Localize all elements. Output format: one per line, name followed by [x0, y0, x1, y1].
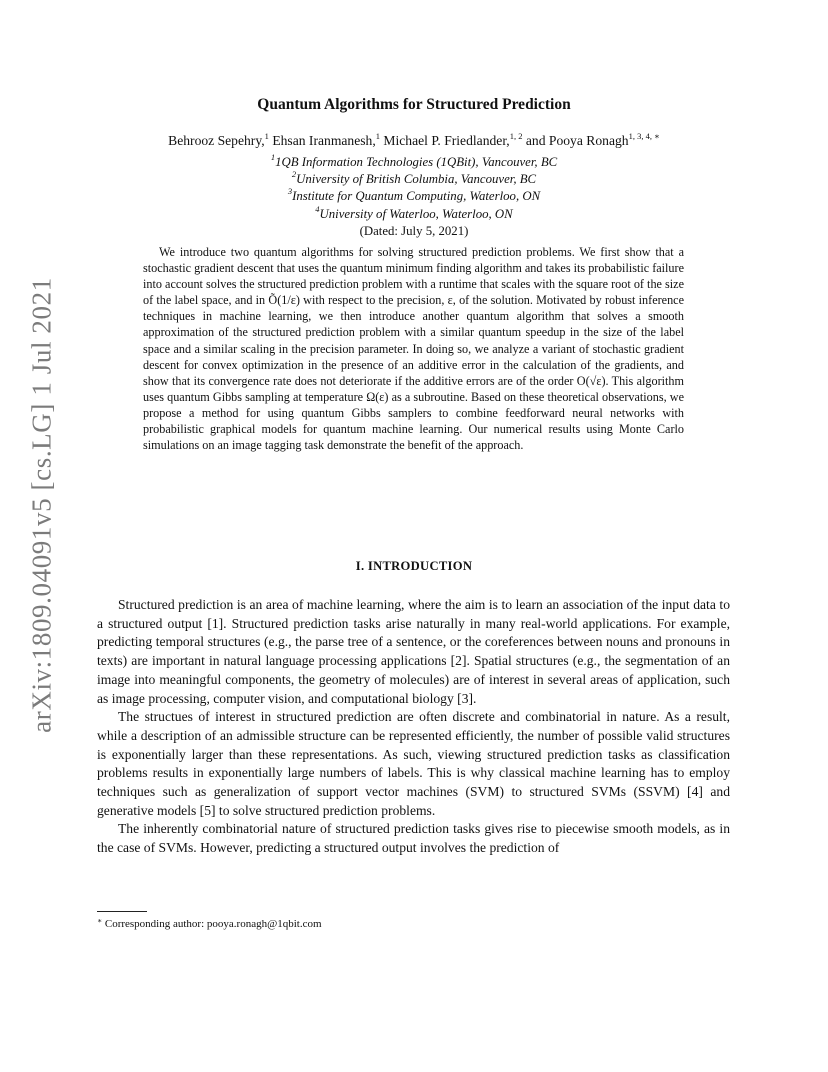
affiliation-text: University of Waterloo, Waterloo, ON: [319, 206, 513, 221]
affiliation: [0, 188, 828, 205]
arxiv-identifier-stamp: arXiv:1809.04091v5 [cs.LG] 1 Jul 2021: [26, 277, 57, 733]
author-affiliation-mark: 1: [375, 131, 380, 141]
affiliation: [0, 171, 828, 188]
footnote-text: Corresponding author: pooya.ronagh@1qbit.com: [104, 918, 322, 930]
author-name: Ehsan Iranmanesh,: [272, 133, 376, 148]
author-affiliation-mark: 1: [264, 131, 269, 141]
author-list: [0, 133, 828, 149]
author-affiliation-mark: 1, 2: [509, 131, 523, 141]
author-affiliation-mark: 1, 3, 4, ∗: [628, 131, 660, 141]
affiliation-text: Institute for Quantum Computing, Waterloo, ON: [292, 189, 541, 204]
paper-date: (Dated: July 5, 2021): [359, 223, 469, 238]
affiliation-text: 1QB Information Technologies (1QBit), Vancouver, BC: [275, 155, 558, 169]
footnote-mark: ∗: [97, 916, 103, 925]
affiliation-list: [0, 154, 828, 240]
paper-title: Quantum Algorithms for Structured Prediction: [257, 96, 571, 113]
body-paragraph: Structured prediction is an area of machine learning, where the aim is to learn an association of the input data to a structured output [1]. Structured prediction tasks arise naturally in many real-world applications. For example, predicting temporal structures (e.g., the parse tree of a sentence, or the coreferences between nouns and pronouns in texts) are important in natural language processing applications [2]. Spatial structures (e.g., the segmentation of an image into meaningful components, the geometry of molecules) are of interest in several areas of application, such as image processing, computer vision, and computational biology [3].: [97, 597, 730, 706]
affiliation: [0, 154, 828, 171]
affiliation-mark: 1: [270, 152, 276, 162]
footnote: [97, 918, 322, 930]
author-name: and Pooya Ronagh: [525, 133, 629, 148]
affiliation-text: University of British Columbia, Vancouver, BC: [296, 172, 537, 187]
section-body: [97, 596, 730, 858]
affiliation-mark: 3: [287, 186, 293, 197]
section-heading: I. INTRODUCTION: [355, 559, 473, 573]
affiliation: [0, 203, 828, 223]
body-paragraph: The inherently combinatorial nature of structured prediction tasks gives rise to piecewise smooth models, as in the case of SVMs. However, predicting a structured output involves the prediction of: [97, 821, 730, 856]
footnote-divider: [97, 911, 147, 912]
affiliation-mark: 4: [315, 203, 320, 214]
body-paragraph: The structues of interest in structured prediction are often discrete and combinatorial in nature. As a result, while a description of an admissible structure can be represented efficiently, the number of possible valid structures is exponentially larger than these representations. As such, viewing structured prediction tasks as classification problems results in exponentially large numbers of labels. This is why classical machine learning has to employ techniques such as generalization of support vector machines (SVM) to structured SVMs (SSVM) [4] and generative models [5] to solve structured prediction problems.: [97, 709, 730, 818]
author-name: Behrooz Sepehry,: [168, 133, 265, 148]
affiliation-mark: 2: [291, 169, 297, 180]
author-name: Michael P. Friedlander,: [383, 133, 510, 148]
abstract: We introduce two quantum algorithms for solving structured prediction problems. We first show that a stochastic gradient descent that uses the quantum minimum finding algorithm and takes its probabilistic failure into account solves the structured prediction problem with a runtime that scales with the square root of the size of the label space, and in Õ(1/ε) with respect to the precision, ε, of the solution. Motivated by robust inference techniques in machine learning, we then introduce another quantum algorithm that solves a smooth approximation of the structured prediction problem with a similar quantum speedup in the size of the label space and a similar scaling in the precision parameter. In doing so, we analyze a variant of stochastic gradient descent for convex optimization in the presence of an additive error in the calculation of the gradients, and show that its convergence rate does not deteriorate if the additive errors are of the order O(√ε). This algorithm uses quantum Gibbs sampling at temperature Ω(ε) as a subroutine. Based on these theoretical observations, we propose a method for using quantum Gibbs samplers to combine feedforward neural networks with probabilistic graphical models for quantum machine learning. Our numerical results using Monte Carlo simulations on an image tagging task demonstrate the benefit of the approach.: [143, 245, 684, 453]
